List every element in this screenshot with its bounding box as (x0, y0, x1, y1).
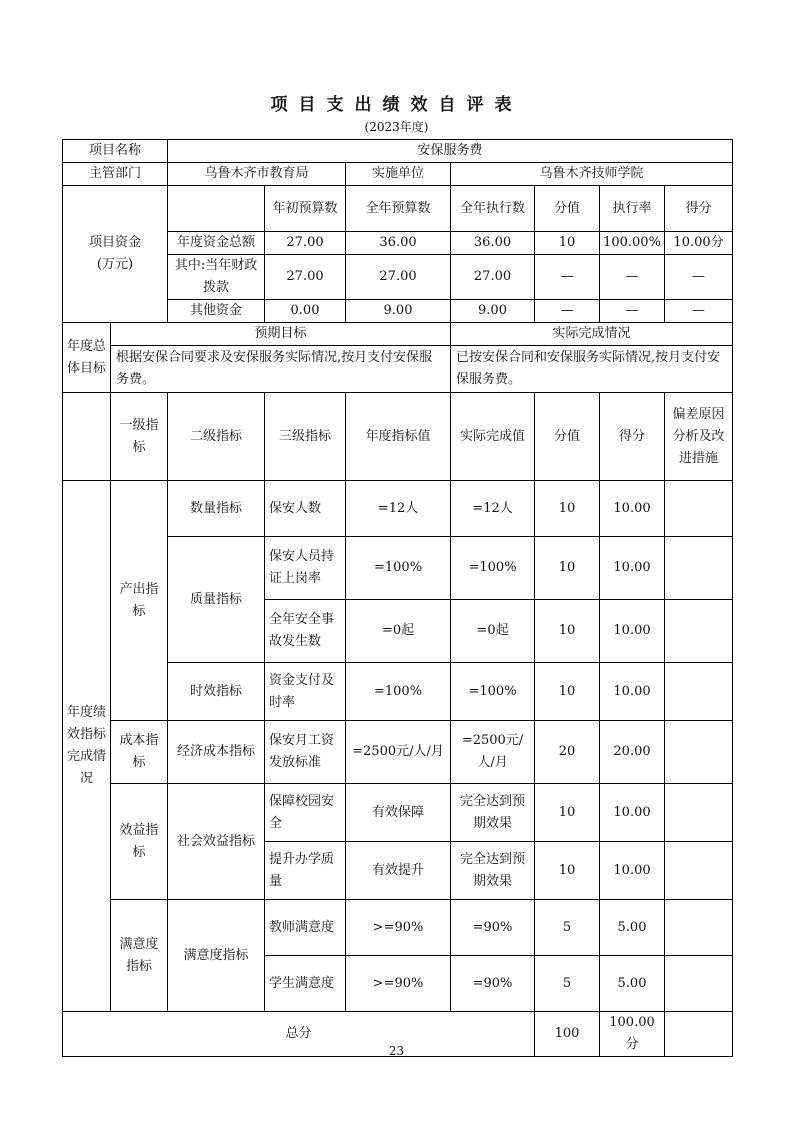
table-row (63, 140, 733, 163)
funds-cell: 10 (535, 232, 600, 255)
funds-header: 年初预算数 (265, 186, 346, 232)
annual-target-value: 有效提升 (346, 842, 451, 900)
funds-cell: — (535, 300, 600, 323)
annual-target-value: =12人 (346, 481, 451, 537)
indicator-score: 5 (535, 956, 600, 1012)
deviation-note (665, 537, 733, 600)
actual-value: =90% (451, 900, 535, 956)
funds-cell: — (535, 255, 600, 300)
annual-target-value: =2500元/人/月 (346, 721, 451, 784)
actual-value: 完全达到预期效果 (451, 842, 535, 900)
self-evaluation-table (62, 139, 733, 1057)
funds-unit: (万元) (96, 257, 134, 272)
level2-indicator: 经济成本指标 (168, 721, 265, 784)
indicator-header: 得分 (600, 393, 665, 481)
funds-cell: — (600, 255, 665, 300)
indicator-header: 偏差原因分析及改进措施 (665, 393, 733, 481)
level1-indicator: 成本指标 (111, 721, 168, 784)
funds-label: 项目资金 (89, 235, 142, 250)
actual-value: =0起 (451, 600, 535, 663)
level3-indicator: 保安月工资发放标准 (265, 721, 346, 784)
level2-indicator: 满意度指标 (168, 900, 265, 1012)
table-row (63, 186, 733, 232)
indicator-header: 年度指标值 (346, 393, 451, 481)
indicator-score: 10 (535, 784, 600, 842)
funds-row-label: 其他资金 (168, 300, 265, 323)
indicator-header: 二级指标 (168, 393, 265, 481)
actual-result-label: 实际完成情况 (451, 323, 733, 346)
project-name-label: 项目名称 (63, 140, 168, 163)
actual-value: =90% (451, 956, 535, 1012)
actual-value: =12人 (451, 481, 535, 537)
expected-goal-text: 根据安保合同要求及安保服务实际情况,按月支付安保服务费。 (111, 346, 451, 393)
indicator-obtained-score: 10.00 (600, 663, 665, 721)
actual-value: =100% (451, 537, 535, 600)
dept-label: 主管部门 (63, 163, 168, 186)
indicator-obtained-score: 10.00 (600, 537, 665, 600)
funds-cell: 27.00 (346, 255, 451, 300)
total-label: 总分 (63, 1012, 535, 1057)
indicator-score: 10 (535, 537, 600, 600)
annual-target-value: >=90% (346, 900, 451, 956)
level1-indicator: 效益指标 (111, 784, 168, 900)
level3-indicator: 保安人数 (265, 481, 346, 537)
actual-value: =2500元/人/月 (451, 721, 535, 784)
level3-indicator: 学生满意度 (265, 956, 346, 1012)
table-row (63, 784, 733, 842)
table-row (63, 346, 733, 393)
deviation-note (665, 721, 733, 784)
indicator-score: 10 (535, 663, 600, 721)
table-row (63, 323, 733, 346)
indicator-obtained-score: 5.00 (600, 900, 665, 956)
indicator-score: 5 (535, 900, 600, 956)
funds-row-label: 其中:当年财政拨款 (168, 255, 265, 300)
indicator-obtained-score: 10.00 (600, 842, 665, 900)
level3-indicator: 全年安全事故发生数 (265, 600, 346, 663)
indicator-section-label: 年度绩效指标完成情况 (63, 481, 111, 1012)
indicator-header: 一级指标 (111, 393, 168, 481)
indicator-header: 分值 (535, 393, 600, 481)
funds-cell: — (665, 255, 733, 300)
funds-cell: 10.00分 (665, 232, 733, 255)
deviation-note (665, 663, 733, 721)
level3-indicator: 资金支付及时率 (265, 663, 346, 721)
level3-indicator: 提升办学质量 (265, 842, 346, 900)
year-note: (2023年度) (364, 120, 429, 134)
annual-target-value: 有效保障 (346, 784, 451, 842)
annual-target-value: =100% (346, 663, 451, 721)
table-row (63, 721, 733, 784)
total-obtained-score: 100.00分 (600, 1012, 665, 1057)
annual-target-value: =100% (346, 537, 451, 600)
page-title: 项目支出绩效自评表 (270, 95, 523, 115)
funds-row-label: 年度资金总额 (168, 232, 265, 255)
deviation-note (665, 842, 733, 900)
indicator-obtained-score: 5.00 (600, 956, 665, 1012)
level2-indicator: 社会效益指标 (168, 784, 265, 900)
level1-indicator: 满意度指标 (111, 900, 168, 1012)
project-name: 安保服务费 (168, 140, 733, 163)
expected-goal-label: 预期目标 (111, 323, 451, 346)
indicator-score: 20 (535, 721, 600, 784)
funds-header: 分值 (535, 186, 600, 232)
level3-indicator: 保障校园安全 (265, 784, 346, 842)
funds-header: 执行率 (600, 186, 665, 232)
level2-indicator: 质量指标 (168, 537, 265, 663)
indicator-score: 10 (535, 600, 600, 663)
funds-cell: 27.00 (265, 255, 346, 300)
funds-label-cell (63, 186, 168, 323)
funds-cell: 9.00 (346, 300, 451, 323)
deviation-note (665, 481, 733, 537)
level1-indicator: 产出指标 (111, 481, 168, 721)
funds-cell: 36.00 (346, 232, 451, 255)
indicator-score: 10 (535, 481, 600, 537)
level2-indicator: 时效指标 (168, 663, 265, 721)
indicator-obtained-score: 10.00 (600, 600, 665, 663)
funds-header: 得分 (665, 186, 733, 232)
indicator-obtained-score: 10.00 (600, 784, 665, 842)
indicator-header: 三级指标 (265, 393, 346, 481)
indicator-header-blank (63, 393, 111, 481)
deviation-note (665, 784, 733, 842)
deviation-note (665, 600, 733, 663)
funds-cell: — (600, 300, 665, 323)
table-row (63, 900, 733, 956)
page-number: 23 (388, 1044, 405, 1058)
table-row (63, 481, 733, 537)
unit-value: 乌鲁木齐技师学院 (451, 163, 733, 186)
dept-value: 乌鲁木齐市教育局 (168, 163, 346, 186)
indicator-header: 实际完成值 (451, 393, 535, 481)
funds-header: 全年预算数 (346, 186, 451, 232)
deviation-note (665, 900, 733, 956)
level2-indicator: 数量指标 (168, 481, 265, 537)
actual-value: =100% (451, 663, 535, 721)
unit-label: 实施单位 (346, 163, 451, 186)
indicator-obtained-score: 20.00 (600, 721, 665, 784)
funds-header: 全年执行数 (451, 186, 535, 232)
goals-label: 年度总体目标 (63, 323, 111, 393)
level3-indicator: 保安人员持证上岗率 (265, 537, 346, 600)
level3-indicator: 教师满意度 (265, 900, 346, 956)
annual-target-value: =0起 (346, 600, 451, 663)
table-row (63, 393, 733, 481)
funds-cell: 36.00 (451, 232, 535, 255)
funds-cell: 27.00 (451, 255, 535, 300)
table-row (63, 163, 733, 186)
actual-result-text: 已按安保合同和安保服务实际情况,按月支付安保服务费。 (451, 346, 733, 393)
indicator-obtained-score: 10.00 (600, 481, 665, 537)
actual-value: 完全达到预期效果 (451, 784, 535, 842)
funds-cell: 9.00 (451, 300, 535, 323)
funds-header-spacer (168, 186, 265, 232)
funds-cell: 0.00 (265, 300, 346, 323)
funds-cell: 100.00% (600, 232, 665, 255)
deviation-note (665, 956, 733, 1012)
funds-cell: — (665, 300, 733, 323)
funds-cell: 27.00 (265, 232, 346, 255)
total-score: 100 (535, 1012, 600, 1057)
table-body (63, 140, 733, 1057)
indicator-score: 10 (535, 842, 600, 900)
annual-target-value: >=90% (346, 956, 451, 1012)
